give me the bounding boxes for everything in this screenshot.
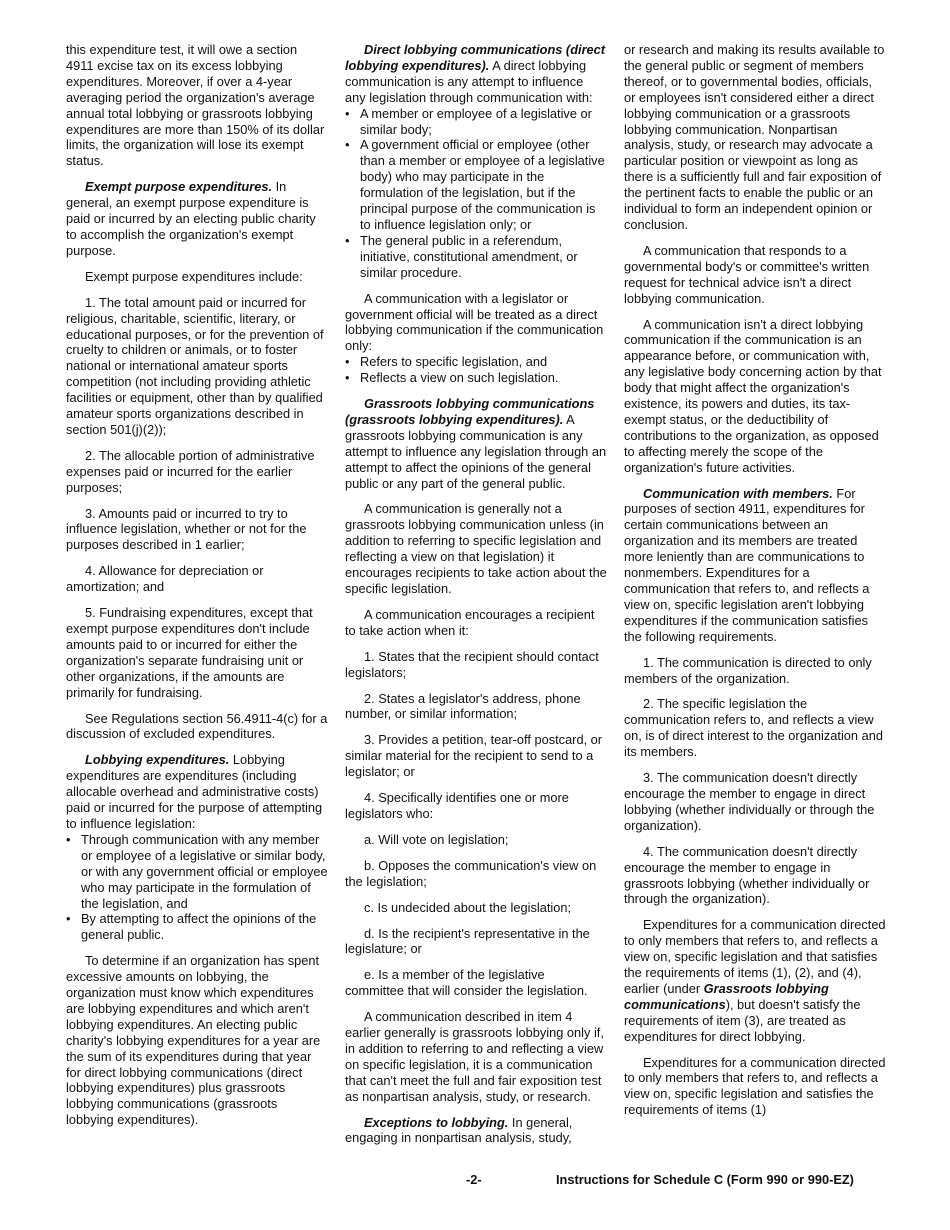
paragraph: Exceptions to lobbying. In general, engaging in nonpartisan analysis, study,: [345, 1114, 573, 1146]
paragraph: Direct lobbying communications (direct lobbying expenditures). A direct lobbying communication is any attempt to influence any legislation through communication with:: [345, 42, 606, 105]
paragraph: Exempt purpose expenditures. In general, an exempt purpose expenditure is paid or incurred by an electing public charity to accomplish the organization's exempt purpose.: [66, 179, 316, 258]
paragraph: A communication isn't a direct lobbying communication if the communication is an appearance before, or communication with, any legislative body concerning action by that body that might affect the organization's existence, its powers and duties, its tax-exempt status, or the deductibility of contributions to the organization, as opposed to affecting merely the scope of the organization's future activities.: [624, 316, 882, 475]
bullet-item: • Reflects a view on such legislation.: [345, 370, 559, 386]
bullet-item: • Refers to specific legislation, and: [345, 354, 548, 370]
section-heading: Direct lobbying communications (direct lobbying expenditures).: [345, 42, 606, 73]
bullet-icon: •: [66, 831, 71, 847]
paragraph: To determine if an organization has spent excessive amounts on lobbying, the organization must know which expenditures are lobbying expenditures and which aren't lobbying expenditures. An electing public charity's lobbying expenditures for a year are the sum of its expenditures during that year for direct lobbying communications (direct lobbying expenditures) plus grassroots lobbying communications (grassroots lobbying expenditures).: [66, 953, 321, 1128]
paragraph: Expenditures for a communication directed to only members that refers to, and reflects a view on, specific legislation and satisfies the requirements of items (1): [624, 1054, 886, 1118]
list-item: b. Opposes the communication's view on the legislation;: [345, 857, 597, 889]
column-3: [624, 42, 886, 1128]
list-item: 4. The communication doesn't directly encourage the member to engage in grassroots lobbying (whether individually or through the organization).: [624, 843, 870, 907]
bullet-icon: •: [345, 232, 350, 248]
bullet-icon: •: [345, 137, 350, 153]
list-item: 2. The allocable portion of administrative expenses paid or incurred for the earlier purposes;: [66, 447, 315, 495]
list-item: 3. Provides a petition, tear-off postcard, or similar material for the recipient to send to a legislator; or: [345, 732, 603, 780]
bullet-item: • A member or employee of a legislative or similar body;: [345, 105, 592, 137]
list-item: d. Is the recipient's representative in the legislature; or: [345, 925, 590, 957]
bullet-item: • Through communication with any member or employee of a legislative or similar body, or with any government official or employee who may participate in the formulation of the legislation, and: [66, 831, 328, 911]
list-item: 2. The specific legislation the communication refers to, and reflects a view on, is of direct interest to the organization and its members.: [624, 696, 883, 760]
paragraph: A communication with a legislator or government official will be treated as a direct lobbying communication if the communication only:: [345, 290, 604, 354]
paragraph: Expenditures for a communication directed to only members that refers to, and reflects a view on, specific legislation and that satisfies the requirements of items (1), (2), and (4), earlier (under Grassroots lobbying communications), but doesn't satisfy the requirements of item (3), are treated as expenditures for direct lobbying.: [624, 917, 886, 1044]
section-heading: Grassroots lobbying communications (grassroots lobbying expenditures).: [345, 396, 595, 427]
list-item: 2. States a legislator's address, phone number, or similar information;: [345, 690, 581, 722]
paragraph: this expenditure test, it will owe a section 4911 excise tax on its excess lobbying expenditures. Moreover, if over a 4-year averaging period the organization's average annual total lobbying or grassroots lobbying expenditures are more than 150% of its dollar limits, the organization will lose its exempt status.: [66, 42, 325, 169]
list-item: 3. Amounts paid or incurred to try to influence legislation, whether or not for the purposes described in 1 earlier;: [66, 505, 307, 553]
section-heading: Lobbying expenditures.: [85, 752, 230, 768]
list-item: a. Will vote on legislation;: [364, 831, 509, 847]
list-item: 4. Specifically identifies one or more legislators who:: [345, 790, 569, 821]
list-item: 1. States that the recipient should contact legislators;: [345, 648, 599, 680]
paragraph: Exempt purpose expenditures include:: [85, 268, 303, 284]
bullet-item: • The general public in a referendum, initiative, constitutional amendment, or similar procedure.: [345, 232, 578, 280]
paragraph: Lobbying expenditures. Lobbying expenditures are expenditures (including allocable overhead and administrative costs) paid or incurred for the purpose of attempting to influence legislation:: [66, 752, 323, 831]
list-item: 1. The communication is directed to only members of the organization.: [624, 654, 872, 686]
bullet-item: • A government official or employee (other than a member or employee of a legislative body) who may participate in the formulation of the legislation, but if the principal purpose of the communication is to influence legislation only; or: [345, 137, 605, 232]
list-item: 1. The total amount paid or incurred for religious, charitable, scientific, literary, or educational purposes, or for the prevention of cruelty to children or animals, or to foster national or international amateur sports competition (not including providing athletic facilities or equipment, other than by qualified amateur sports organizations described in section 501(j)(2));: [66, 294, 324, 437]
paragraph: A communication is generally not a grassroots lobbying communication unless (in addition to referring to specific legislation and reflecting a view on that legislation) it encourages recipients to take action about the specific legislation.: [345, 501, 607, 596]
paragraph: See Regulations section 56.4911-4(c) for a discussion of excluded expenditures.: [66, 710, 328, 742]
document-title: Instructions for Schedule C (Form 990 or 990-EZ): [556, 1172, 854, 1187]
paragraph: A communication described in item 4 earlier generally is grassroots lobbying only if, in addition to referring to and reflecting a view on specific legislation, it is a communication that can't meet the full and fair exposition test as nonpartisan analysis, study, or research.: [345, 1009, 604, 1104]
section-heading: Communication with members.: [643, 485, 833, 501]
section-heading: Exceptions to lobbying.: [364, 1114, 509, 1130]
paragraph: A communication that responds to a governmental body's or committee's written request for technical advice isn't a direct lobbying communication.: [624, 242, 870, 306]
paragraph: Communication with members. For purposes of section 4911, expenditures for certain communications between an organization and its members are treated more leniently than are communications to nonmembers. Expenditures for a communication that refers to, and reflects a view on, specific legislation aren't lobbying expenditures if the communication satisfies the following requirements.: [624, 485, 870, 644]
column-1: [66, 42, 328, 1138]
page-number: -2-: [466, 1172, 482, 1187]
list-item: 5. Fundraising expenditures, except that exempt purpose expenditures don't include amounts paid to or incurred for either the organization's separate fundraising unit or other organizations, if the amounts are primarily for fundraising.: [66, 605, 313, 700]
list-item: 4. Allowance for depreciation or amortization; and: [66, 563, 264, 595]
bullet-icon: •: [345, 354, 350, 370]
section-heading: Exempt purpose expenditures.: [85, 179, 273, 195]
bullet-icon: •: [345, 370, 350, 386]
paragraph: Grassroots lobbying communications (grassroots lobbying expenditures). A grassroots lobbying communication is any attempt to influence any legislation through an attempt to affect the opinions of the general public or any part of the general public.: [345, 396, 607, 491]
list-item: e. Is a member of the legislative committee that will consider the legislation.: [345, 967, 588, 999]
list-item: c. Is undecided about the legislation;: [364, 899, 572, 915]
bullet-icon: •: [66, 911, 71, 927]
paragraph: or research and making its results available to the general public or segment of members thereof, or to governmental bodies, officials, or employees isn't considered either a direct lobbying communication or a grassroots lobbying communication. Nonpartisan analysis, study, or research may advocate a particular position or viewpoint as long as there is a sufficiently full and fair exposition of the pertinent facts to enable the public or an individual to form an independent opinion or conclusion.: [624, 42, 885, 232]
bullet-icon: •: [345, 105, 350, 121]
list-item: 3. The communication doesn't directly encourage the member to engage in direct lobbying (whether individually or through the organization).: [624, 770, 875, 833]
column-2: [345, 42, 607, 1156]
paragraph: A communication encourages a recipient to take action when it:: [345, 606, 595, 638]
cross-reference: Grassroots lobbying communications: [624, 980, 829, 1012]
bullet-item: • By attempting to affect the opinions of the general public.: [66, 911, 317, 943]
